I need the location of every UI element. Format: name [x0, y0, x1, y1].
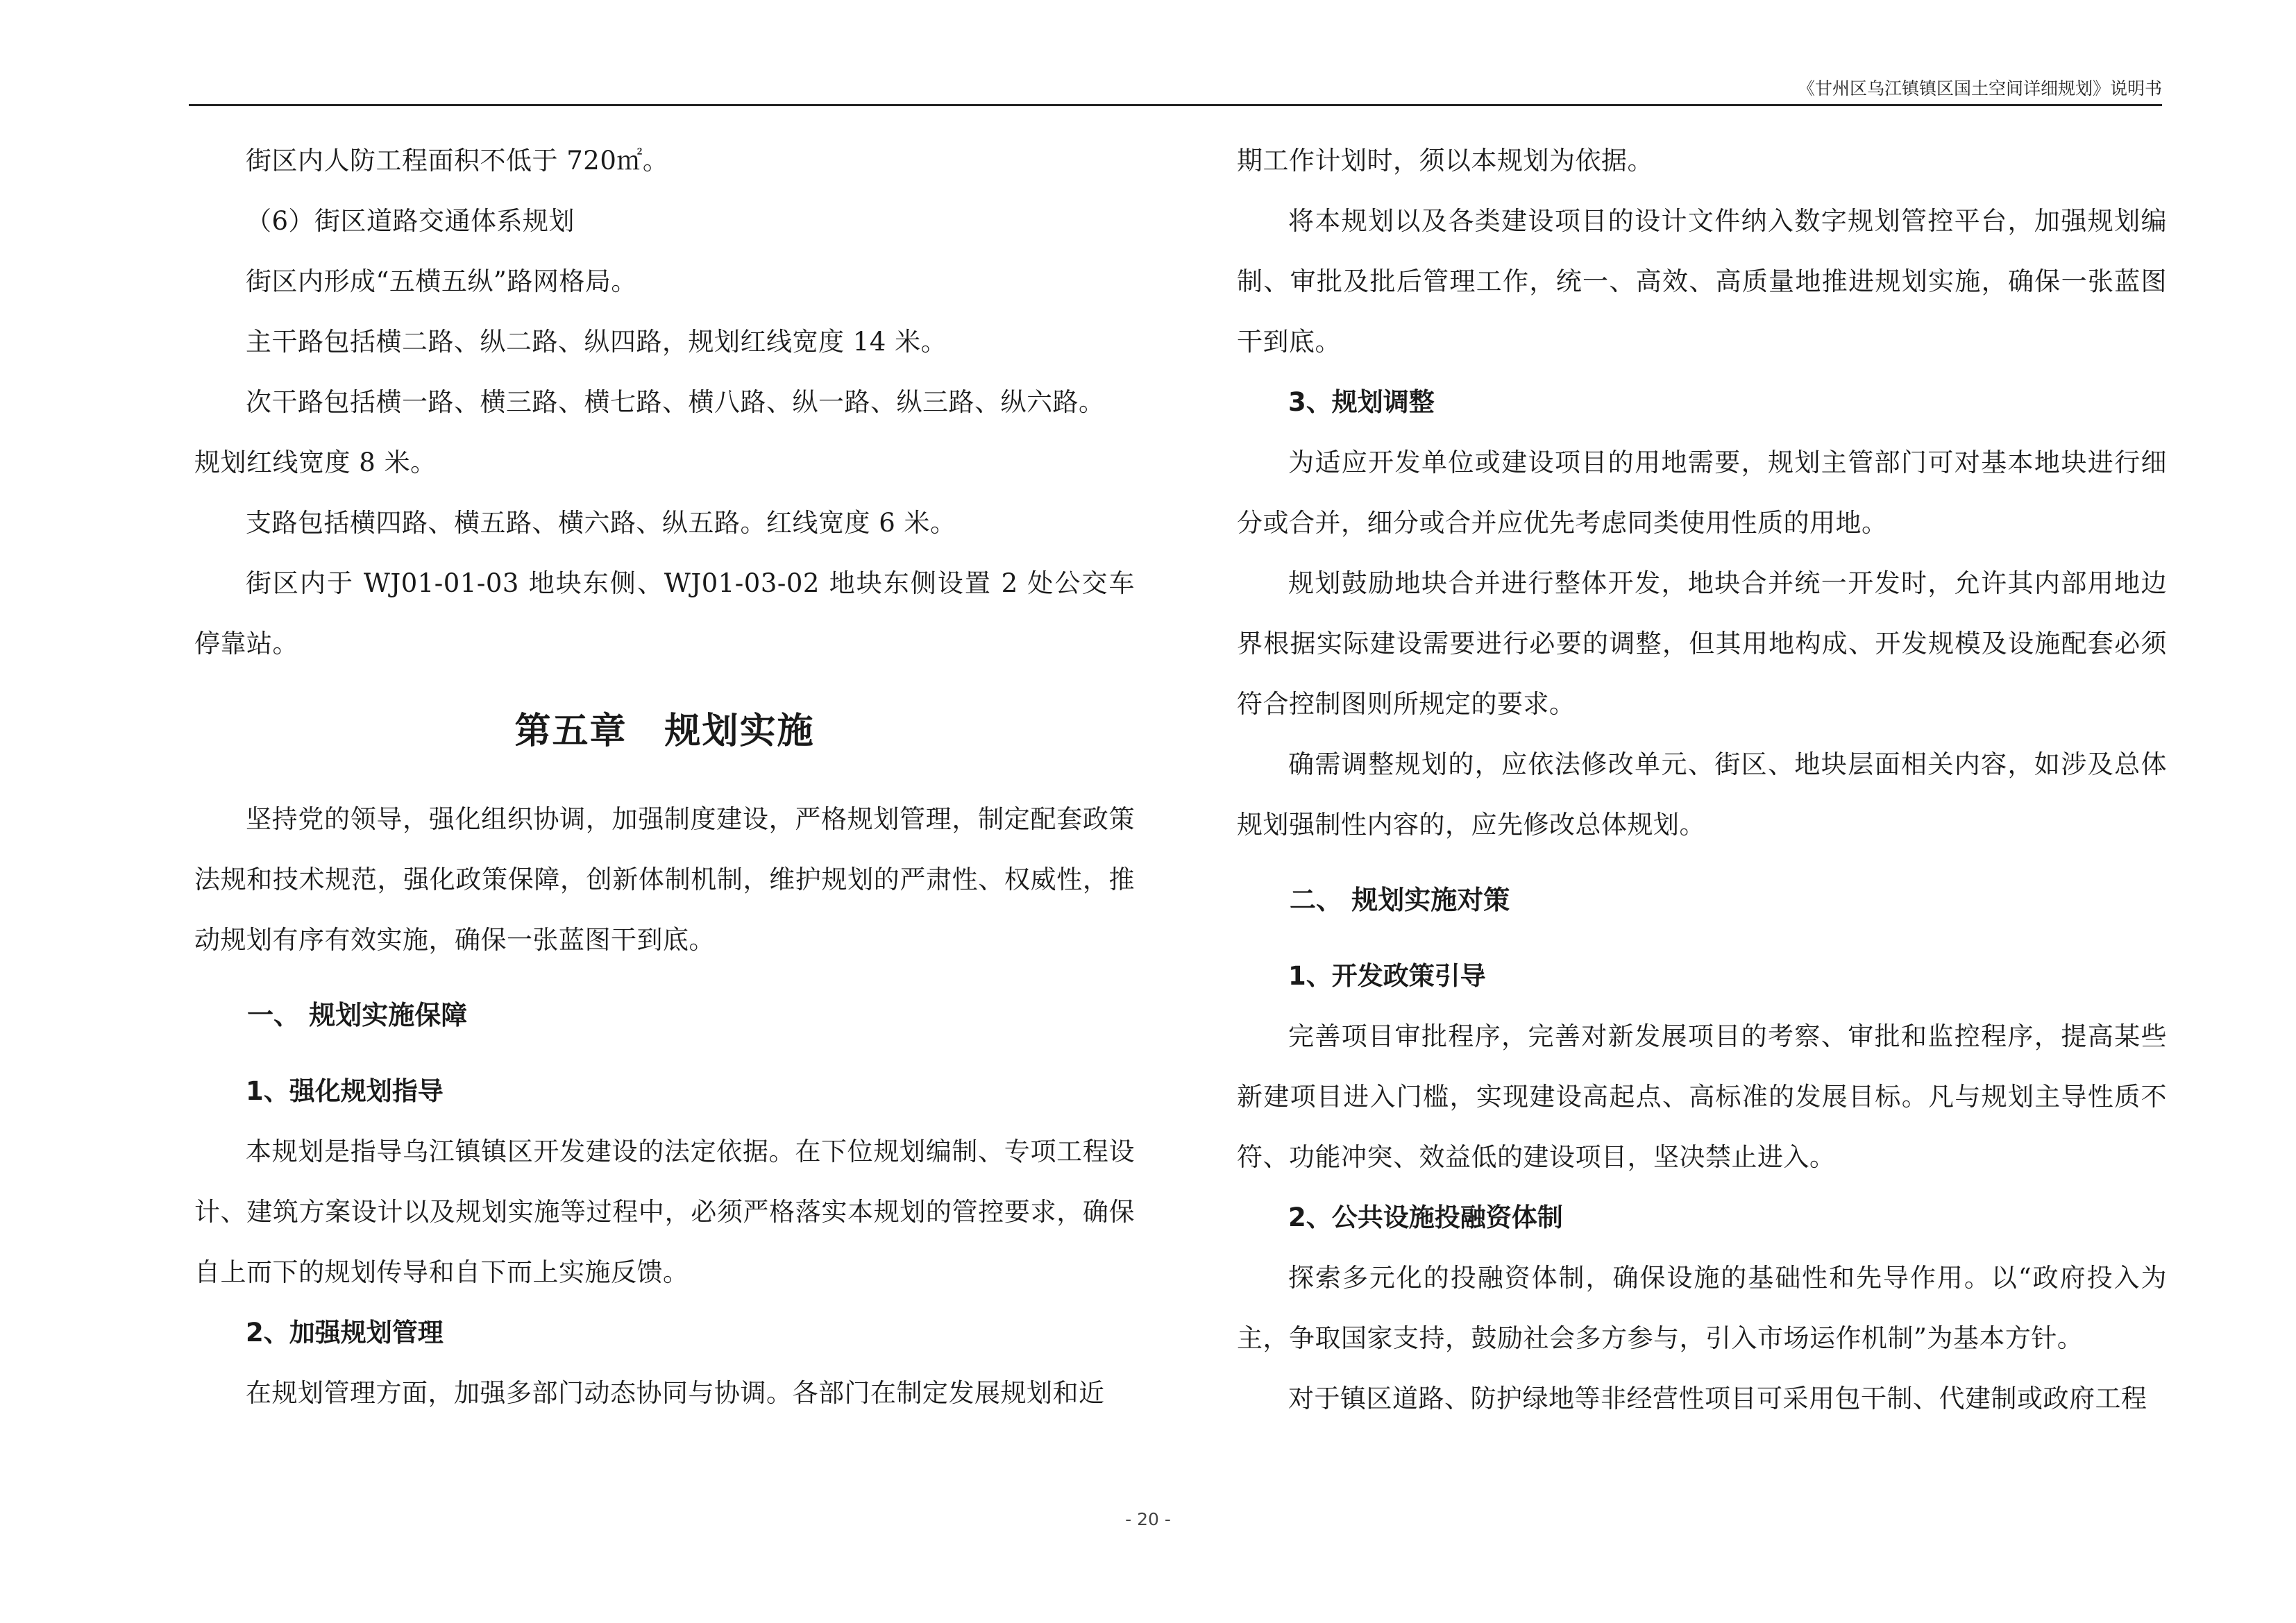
paragraph: 街区内形成“五横五纵”路网格局。: [246, 266, 637, 296]
paragraph: 完善项目审批程序，完善对新发展项目的考察、审批和监控程序，提高某些新建项目进入门槛，实现建设高起点、高标准的发展目标。凡与规划主导性质不符、功能冲突、效益低的建设项目，坚决禁止进入。: [1237, 1021, 2167, 1172]
paragraph: 次干路包括横一路、横三路、横七路、横八路、纵一路、纵三路、纵六路。: [246, 387, 1105, 417]
subsection-heading: 2、加强规划管理: [246, 1318, 444, 1348]
document-header-title: 《甘州区乌江镇镇区国土空间详细规划》说明书: [1797, 78, 2162, 99]
paragraph: 规划鼓励地块合并进行整体开发，地块合并统一开发时，允许其内部用地边界根据实际建设需要进行必要的调整，但其用地构成、开发规模及设施配套必须符合控制图则所规定的要求。: [1237, 568, 2167, 719]
paragraph: 将本规划以及各类建设项目的设计文件纳入数字规划管控平台，加强规划编制、审批及批后管理工作，统一、高效、高质量地推进规划实施，确保一张蓝图干到底。: [1237, 206, 2167, 357]
paragraph: 街区内于 WJ01-01-03 地块东侧、WJ01-03-02 地块东侧设置 2 处公交车停靠站。: [194, 568, 1135, 658]
paragraph: 在规划管理方面，加强多部门动态协同与协调。各部门在制定发展规划和近: [246, 1378, 1105, 1408]
subsection-heading: 3、规划调整: [1288, 387, 1435, 417]
subsection-heading: 2、公共设施投融资体制: [1288, 1203, 1563, 1232]
paragraph: 支路包括横四路、横五路、横六路、纵五路。红线宽度 6 米。: [246, 508, 956, 538]
paragraph: 坚持党的领导，强化组织协调，加强制度建设，严格规划管理，制定配套政策法规和技术规范，强化政策保障，创新体制机制，维护规划的严肃性、权威性，推动规划有序有效实施，确保一张蓝图干到底。: [194, 804, 1135, 955]
right-column: [1237, 130, 2167, 1429]
page-number: - 20 -: [1125, 1509, 1171, 1529]
paragraph: 确需调整规划的，应依法修改单元、街区、地块层面相关内容，如涉及总体规划强制性内容的，应先修改总体规划。: [1237, 749, 2167, 840]
chapter-title: 第五章 规划实施: [514, 711, 815, 752]
paragraph: 街区内人防工程面积不低于 720㎡。: [246, 146, 669, 176]
section-heading: 二、 规划实施对策: [1290, 885, 1510, 915]
paragraph: 对于镇区道路、防护绿地等非经营性项目可采用包干制、代建制或政府工程: [1288, 1384, 2147, 1413]
header-divider: [189, 104, 2162, 106]
subsection-heading: 1、强化规划指导: [246, 1076, 444, 1106]
subsection-heading: 1、开发政策引导: [1288, 961, 1486, 991]
paragraph: 期工作计划时，须以本规划为依据。: [1237, 146, 1653, 176]
paragraph: 本规划是指导乌江镇镇区开发建设的法定依据。在下位规划编制、专项工程设计、建筑方案设计以及规划实施等过程中，必须严格落实本规划的管控要求，确保自上而下的规划传导和自下而上实施反馈。: [194, 1137, 1135, 1287]
paragraph: 为适应开发单位或建设项目的用地需要，规划主管部门可对基本地块进行细分或合并，细分或合并应优先考虑同类使用性质的用地。: [1237, 448, 2167, 538]
paragraph: 探索多元化的投融资体制，确保设施的基础性和先导作用。以“政府投入为主，争取国家支持，鼓励社会多方参与，引入市场运作机制”为基本方针。: [1237, 1263, 2167, 1353]
left-column: [194, 130, 1135, 1423]
paragraph: 主干路包括横二路、纵二路、纵四路，规划红线宽度 14 米。: [246, 327, 947, 357]
paragraph: 规划红线宽度 8 米。: [194, 448, 437, 477]
section-heading: 一、 规划实施保障: [247, 1000, 468, 1030]
paragraph: （6）街区道路交通体系规划: [246, 206, 575, 236]
